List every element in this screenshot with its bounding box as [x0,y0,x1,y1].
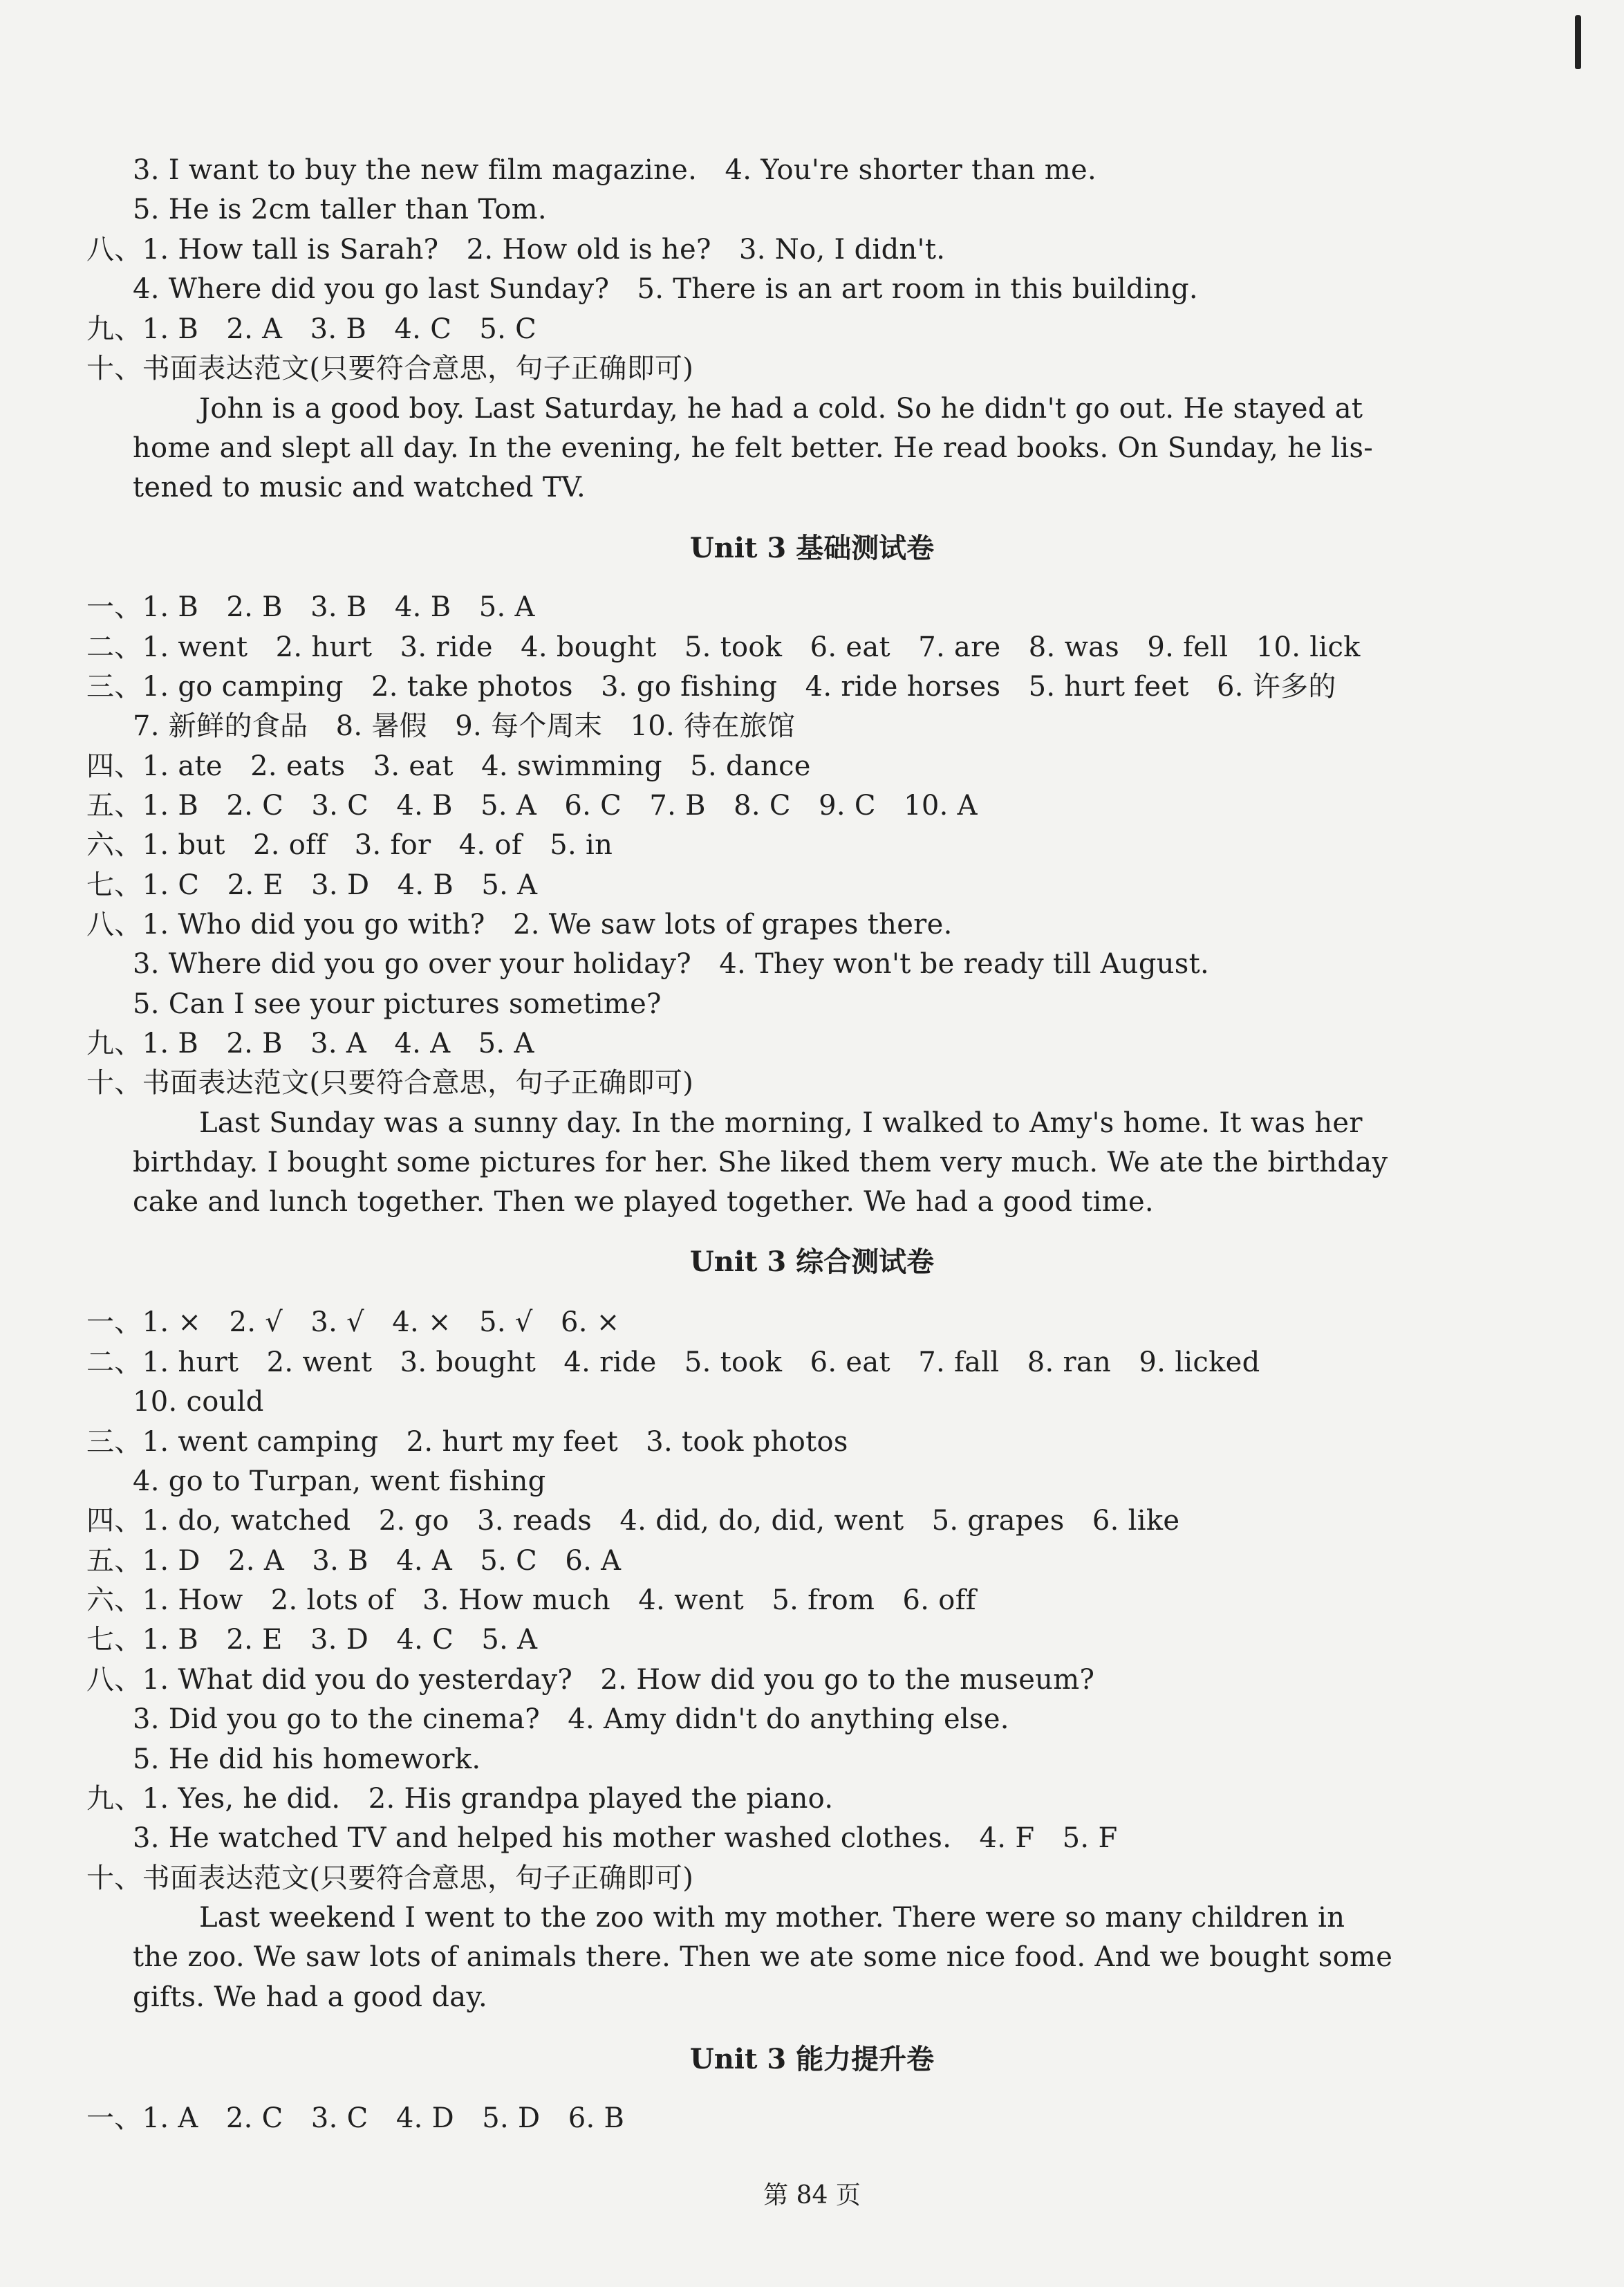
answer-line: 二、1. went 2. hurt 3. ride 4. bought 5. took 6. eat 7. are 8. was 9. fell 10. lick [86,631,1361,663]
essay-line: birthday. I bought some pictures for her. She liked them very much. We ate the birthday [133,1147,1388,1178]
section-heading: Unit 3 能力提升卷 [689,2043,935,2075]
answer-line: 八、1. Who did you go with? 2. We saw lots of grapes there. [86,909,953,941]
answer-line: 九、1. Yes, he did. 2. His grandpa played the piano. [86,1783,834,1815]
answer-line: 一、1. × 2. √ 3. √ 4. × 5. √ 6. × [86,1306,620,1338]
answer-line: 十、书面表达范文(只要符合意思，句子正确即可) [86,1067,694,1099]
essay-line: the zoo. We saw lots of animals there. Then we ate some nice food. And we bought some [133,1941,1393,1973]
answer-line: 3. Did you go to the cinema? 4. Amy didn't do anything else. [133,1703,1009,1735]
answer-line: 六、1. How 2. lots of 3. How much 4. went 5. from 6. off [86,1584,976,1616]
answer-line: 5. Can I see your pictures sometime? [133,988,662,1020]
answer-line: 10. could [133,1386,264,1418]
section-heading: Unit 3 基础测试卷 [689,532,935,564]
answer-line: 五、1. B 2. C 3. C 4. B 5. A 6. C 7. B 8. C 9. C 10. A [86,790,978,822]
answer-line: 七、1. C 2. E 3. D 4. B 5. A [86,869,538,901]
answer-line: 4. Where did you go last Sunday? 5. There is an art room in this building. [133,273,1198,305]
answer-line: 八、1. What did you do yesterday? 2. How did you go to the museum? [86,1664,1095,1696]
essay-line: John is a good boy. Last Saturday, he had a cold. So he didn't go out. He stayed at [199,393,1363,425]
essay-line: cake and lunch together. Then we played together. We had a good time. [133,1186,1154,1218]
answer-line: 九、1. B 2. A 3. B 4. C 5. C [86,313,537,345]
essay-line: tened to music and watched TV. [133,472,586,503]
answer-line: 八、1. How tall is Sarah? 2. How old is he? 3. No, I didn't. [86,234,946,266]
answer-line: 三、1. went camping 2. hurt my feet 3. took photos [86,1426,848,1458]
answer-line: 三、1. go camping 2. take photos 3. go fishing 4. ride horses 5. hurt feet 6. 许多的 [86,671,1336,703]
answer-line: 十、书面表达范文(只要符合意思，句子正确即可) [86,1862,694,1894]
answer-line: 7. 新鲜的食品 8. 暑假 9. 每个周末 10. 待在旅馆 [133,710,796,742]
essay-line: Last Sunday was a sunny day. In the morning, I walked to Amy's home. It was her [199,1107,1363,1139]
answer-line: 4. go to Turpan, went fishing [133,1465,546,1497]
essay-line: Last weekend I went to the zoo with my mother. There were so many children in [199,1902,1345,1934]
answer-line: 5. He did his homework. [133,1743,481,1775]
section-heading: Unit 3 综合测试卷 [689,1246,935,1278]
answer-line: 四、1. ate 2. eats 3. eat 4. swimming 5. dance [86,750,811,782]
answer-line: 3. He watched TV and helped his mother washed clothes. 4. F 5. F [133,1822,1118,1854]
answer-line: 四、1. do, watched 2. go 3. reads 4. did, do, did, went 5. grapes 6. like [86,1505,1180,1537]
answer-line: 二、1. hurt 2. went 3. bought 4. ride 5. took 6. eat 7. fall 8. ran 9. licked [86,1346,1260,1378]
answer-line: 一、1. B 2. B 3. B 4. B 5. A [86,591,535,623]
page-edge-mark [1575,15,1581,69]
essay-line: home and slept all day. In the evening, he felt better. He read books. On Sunday, he lis- [133,432,1374,464]
answer-line: 5. He is 2cm taller than Tom. [133,194,547,225]
answer-line: 3. Where did you go over your holiday? 4. They won't be ready till August. [133,948,1210,980]
answer-line: 七、1. B 2. E 3. D 4. C 5. A [86,1624,538,1656]
answer-line: 五、1. D 2. A 3. B 4. A 5. C 6. A [86,1545,622,1577]
answer-line: 十、书面表达范文(只要符合意思，句子正确即可) [86,353,694,385]
page-number: 第 84 页 [763,2181,861,2210]
answer-line: 一、1. A 2. C 3. C 4. D 5. D 6. B [86,2102,625,2134]
answer-line: 3. I want to buy the new film magazine. 4. You're shorter than me. [133,154,1096,186]
essay-line: gifts. We had a good day. [133,1981,488,2013]
answer-line: 九、1. B 2. B 3. A 4. A 5. A [86,1028,534,1059]
answer-line: 六、1. but 2. off 3. for 4. of 5. in [86,829,613,861]
